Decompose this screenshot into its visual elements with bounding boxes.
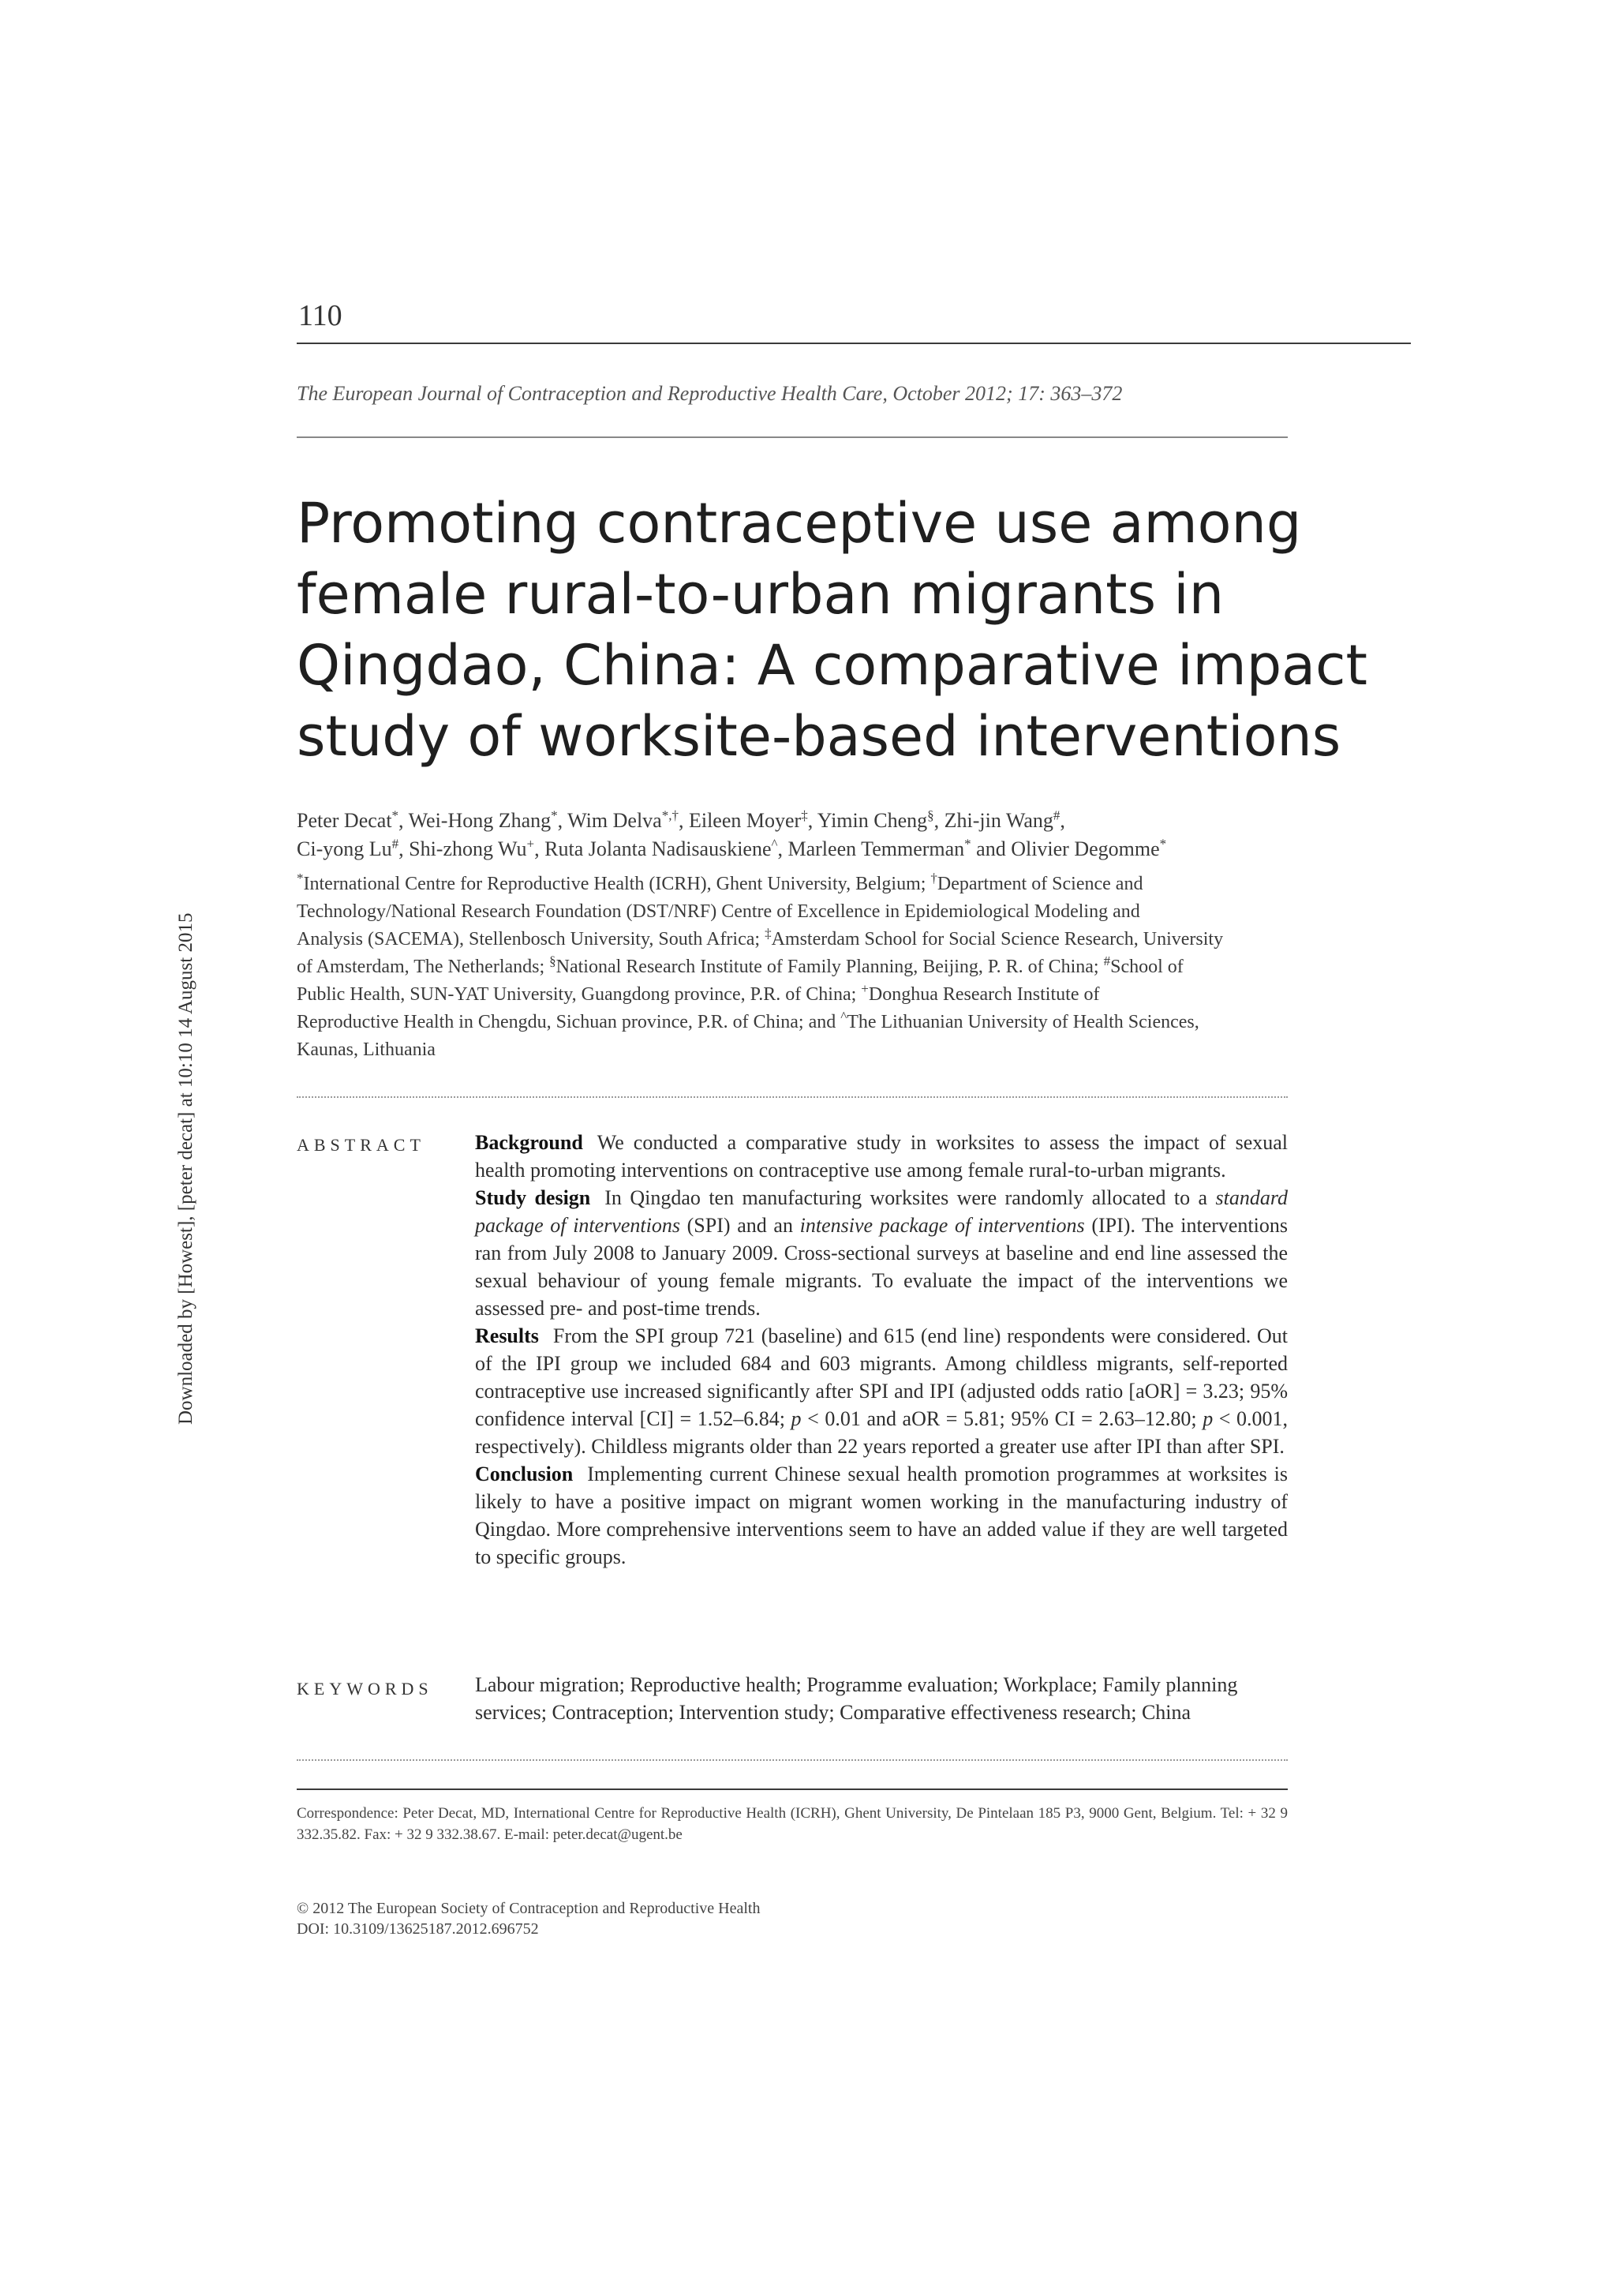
affiliation-text: Department of Science and	[937, 874, 1143, 894]
abstract-body	[475, 1129, 1288, 1571]
title-line: study of worksite-based interventions	[297, 704, 1341, 769]
section-heading: Conclusion	[475, 1463, 574, 1485]
title-line: Qingdao, China: A comparative impact	[297, 633, 1367, 698]
section-heading: Results	[475, 1324, 539, 1347]
affiliation-line	[297, 926, 1292, 953]
section-text: (SPI) and an	[679, 1214, 800, 1237]
author-name: , Yimin Cheng	[807, 809, 928, 832]
abstract-label: ABSTRACT	[297, 1135, 425, 1155]
affiliation-mark: ^	[771, 836, 778, 852]
affiliation-mark: *	[1159, 836, 1167, 852]
emphasis-text: p	[791, 1407, 802, 1430]
abstract-results	[475, 1322, 1288, 1460]
affiliation-line	[297, 871, 1292, 898]
copyright-notice: © 2012 The European Society of Contraception and Reproductive Health	[297, 1900, 761, 1917]
affiliation-text: Public Health, SUN-YAT University, Guangdong province, P.R. of China;	[297, 984, 862, 1005]
affiliation-mark: §	[549, 953, 556, 968]
affiliation-line	[297, 981, 1292, 1009]
affiliation-mark: #	[1103, 953, 1111, 968]
affiliation-mark: ^	[840, 1009, 847, 1024]
author-name: , Eileen Moyer	[678, 809, 802, 832]
affiliation-mark: §	[927, 807, 934, 823]
copyright-block	[297, 1898, 760, 1939]
section-text: (IPI). The interventions ran from July 2008 to January 2009. Cross-sectional surveys at baseline and end line assessed the sexual behaviour of young female migrants. To evaluate the impact of the interventions we assessed pre- and post-time trends.	[475, 1214, 1288, 1320]
affiliation-line: Technology/National Research Foundation (DST/NRF) Centre of Excellence in Epidemiological Modeling and	[297, 901, 1140, 922]
affiliation-text: Analysis (SACEMA), Stellenbosch University, South Africa;	[297, 929, 765, 949]
author-name: Peter Decat	[297, 809, 392, 832]
section-divider	[297, 1759, 1288, 1761]
affiliation-text: Amsterdam School for Social Science Research, University	[771, 929, 1224, 949]
emphasis-text: intensive package of interventions	[799, 1214, 1085, 1237]
affiliation-mark: *	[964, 836, 971, 852]
affiliation-text: Reproductive Health in Chengdu, Sichuan province, P.R. of China; and	[297, 1012, 841, 1032]
affiliation-mark: +	[861, 981, 869, 996]
affiliation-mark: *	[551, 807, 558, 823]
affiliation-line	[297, 953, 1292, 981]
author-list	[297, 807, 1292, 863]
section-heading: Background	[475, 1131, 583, 1154]
abstract-study-design	[475, 1184, 1288, 1322]
affiliation-text: National Research Institute of Family Planning, Beijing, P. R. of China;	[556, 957, 1104, 977]
author-line	[297, 835, 1292, 863]
affiliation-mark: *	[391, 807, 399, 823]
affiliation-line: Kaunas, Lithuania	[297, 1039, 436, 1060]
section-divider	[297, 1096, 1288, 1098]
affiliation-text: International Centre for Reproductive Health (ICRH), Ghent University, Belgium;	[303, 874, 931, 894]
footnote-rule	[297, 1788, 1288, 1790]
section-text: Implementing current Chinese sexual health promotion programmes at worksites is likely to have a positive impact on migrant women working in the manufacturing industry of Qingdao. More comprehensive interventions seem to have an added value if they are well targeted to specific groups.	[475, 1463, 1288, 1568]
section-heading: Study design	[475, 1186, 591, 1209]
abstract-conclusion	[475, 1460, 1288, 1571]
author-name: , Ruta Jolanta Nadisauskiene	[534, 837, 772, 860]
affiliation-line	[297, 1009, 1292, 1036]
author-name: , Marleen Temmerman	[777, 837, 965, 860]
author-name: and Olivier Degomme	[971, 837, 1160, 860]
page-number: 110	[298, 299, 342, 332]
section-text: < 0.001, respectively). Childless migrants older than 22 years reported a greater use after IPI than after SPI.	[475, 1407, 1289, 1458]
author-name: , Wim Delva	[557, 809, 662, 832]
header-rule	[297, 343, 1411, 344]
section-text: In Qingdao ten manufacturing worksites were randomly allocated to a	[604, 1186, 1216, 1209]
correspondence-note: Correspondence: Peter Decat, MD, International Centre for Reproductive Health (ICRH), Ghent University, De Pintelaan 185 P3, 9000 Gent, Belgium. Tel: + 32 9 332.35.82. Fax: + 32 9 332.38.67. E-mail: peter.decat@ugent.be	[297, 1805, 1288, 1843]
author-name: Ci-yong Lu	[297, 837, 392, 860]
affiliation-text: of Amsterdam, The Netherlands;	[297, 957, 550, 977]
journal-rule	[297, 436, 1288, 438]
author-name: , Shi-zhong Wu	[398, 837, 527, 860]
title-line: female rural-to-urban migrants in	[297, 562, 1225, 627]
article-title	[297, 488, 1367, 772]
journal-citation: The European Journal of Contraception and Reproductive Health Care, October 2012; 17: 363–372	[297, 382, 1123, 405]
emphasis-text: standard package of interventions	[475, 1186, 1288, 1237]
affiliation-mark: *,†	[661, 807, 679, 823]
affiliation-mark: ‡	[801, 807, 808, 823]
affiliation-mark: *	[297, 871, 304, 886]
doi: DOI: 10.3109/13625187.2012.696752	[297, 1920, 539, 1938]
emphasis-text: p	[1203, 1407, 1214, 1430]
author-separator: ,	[1060, 809, 1065, 832]
affiliation-mark: +	[526, 836, 535, 852]
section-text: From the SPI group 721 (baseline) and 615 (end line) respondents were considered. Out of the IPI group we included 684 and 603 migrants. Among childless migrants, self-reported contraceptive use increased significantly after SPI and IPI (adjusted odds ratio [aOR] = 3.23; 95% confidence interval [CI] = 1.52–6.84;	[475, 1324, 1288, 1430]
abstract-background	[475, 1129, 1288, 1184]
keywords-text: Labour migration; Reproductive health; Programme evaluation; Workplace; Family planning services; Contraception; Intervention study; Comparative effectiveness research; China	[475, 1673, 1238, 1724]
affiliations	[297, 871, 1292, 1064]
download-watermark: Downloaded by [Howest], [peter decat] at 10:10 14 August 2015	[175, 912, 196, 1425]
title-line: Promoting contraceptive use among	[297, 491, 1302, 556]
affiliation-mark: ‡	[765, 926, 772, 941]
affiliation-text: The Lithuanian University of Health Sciences,	[847, 1012, 1199, 1032]
keywords-label: KEYWORDS	[297, 1679, 433, 1699]
affiliation-text: School of	[1110, 957, 1184, 977]
author-name: , Zhi-jin Wang	[933, 809, 1053, 832]
section-text: < 0.01 and aOR = 5.81; 95% CI = 2.63–12.80;	[801, 1407, 1203, 1430]
affiliation-mark: #	[1053, 807, 1060, 823]
affiliation-mark: #	[391, 836, 399, 852]
affiliation-text: Donghua Research Institute of	[868, 984, 1100, 1005]
author-name: , Wei-Hong Zhang	[398, 809, 552, 832]
affiliation-mark: †	[930, 871, 937, 886]
section-text: We conducted a comparative study in worksites to assess the impact of sexual health promoting interventions on contraceptive use among female rural-to-urban migrants.	[475, 1131, 1288, 1182]
author-line	[297, 807, 1292, 835]
